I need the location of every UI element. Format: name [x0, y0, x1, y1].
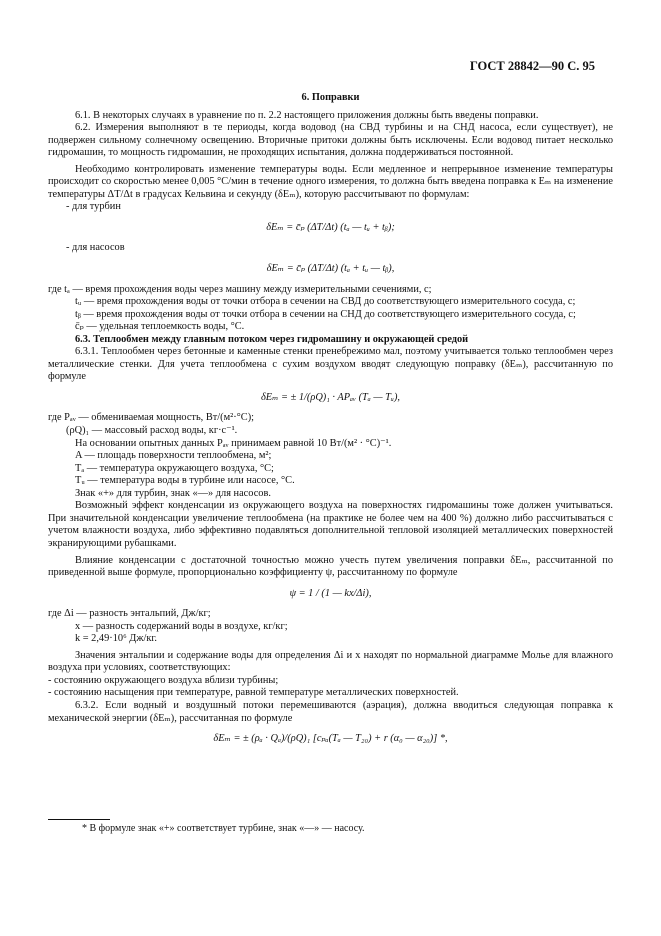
paragraph-6-3-2: 6.3.2. Если водный и воздушный потоки перемешиваются (аэрация), должна вводиться следующая поправка к механической энергии (δEₘ), рассчитанная по формуле	[48, 699, 613, 724]
footnote: * В формуле знак «+» соответствует турбине, знак «—» — насосу.	[82, 823, 365, 834]
definition-tu: tᵤ — время прохождения воды от точки отбора в сечении на СВД до соответствующего измерительного сосуда, с;	[75, 296, 576, 308]
paragraph-6-2: 6.2. Измерения выполняют в те периоды, когда водовод (на СВД турбины и на СНД насоса, если существует), не подвержен сильному солнечному освещению. Вторичные притоки должны быть исключены. Если водовод питает несколько гидромашин, то мощность гидромашин, не проходящих испытания, должна поддерживаться постоянной.	[48, 122, 613, 159]
definition-tw: Tᵤ — температура воды в турбине или насосе, °С.	[75, 475, 295, 487]
formula-heat-exchange: δEₘ = ± 1/(ρQ)₁ · APₐᵥ (Tₐ — Tᵤ),	[261, 391, 400, 403]
paragraph-6-1: 6.1. В некоторых случаях в уравнение по п. 2.2 настоящего приложения должны быть введены поправки.	[75, 109, 539, 121]
paragraph-influence: Влияние конденсации с достаточной точностью можно учесть путем увеличения поправки δEₘ, рассчитанной по приведенной выше формуле, пропорционально коэффициенту ψ, рассчитанному по формуле	[48, 554, 613, 579]
definition-x: x — разность содержаний воды в воздухе, кг/кг;	[75, 620, 288, 632]
paragraph-enthalpy: Значения энтальпии и содержание воды для определения Δi и x находят по нормальной диаграмме Молье для влажного воздуха при условиях, соответствующих:	[48, 649, 613, 674]
footnote-divider	[48, 819, 110, 820]
paragraph-6-3-1: 6.3.1. Теплообмен через бетонные и каменные стенки пренебрежимо мал, поэтому учитывается только теплообмен через металлические стенки. Для учета теплообмена с сухим воздухом вводят следующую поправку (δEₘ), рассчитанную по формуле	[48, 346, 613, 383]
label-for-turbines: - для турбин	[66, 201, 121, 213]
page-body	[48, 92, 613, 754]
subsection-6-3-title: 6.3. Теплообмен между главным потоком через гидромашину и окружающей средой	[75, 333, 469, 345]
definition-a: A — площадь поверхности теплообмена, м²;	[75, 450, 272, 462]
definition-tb: tᵦ — время прохождения воды от точки отбора в сечении на СНД до соответствующего измерительного сосуда, с;	[75, 308, 576, 320]
paragraph-condensation: Возможный эффект конденсации из окружающего воздуха на поверхностях гидромашины тоже должен учитываться. При значительной конденсации увеличение теплообмена (на практике не более чем на 400 %) должно либо рассчитываться с учетом влажности воздуха, либо эффективно подавляться дополнительной тепловой изоляцией металлических поверхностей экранирующими рубашками.	[48, 500, 613, 549]
section-title: 6. Поправки	[301, 92, 360, 103]
condition-2: - состоянию насыщения при температуре, равной температуре металлических поверхностей.	[48, 687, 459, 699]
page-header: ГОСТ 28842—90 С. 95	[469, 59, 595, 73]
definition-rhoq: (ρQ)₁ — массовый расход воды, кг·с⁻¹.	[66, 425, 238, 437]
paragraph-temperature: Необходимо контролировать изменение температуры воды. Если медленное и непрерывное изменение температуры происходит со скоростью менее 0,005 °С/мин в течение одного измерения, то должна быть введена поправка к Eₘ на изменение температуры ΔT/Δt в градусах Кельвина и секунду (δEₘ), которую рассчитывают по формулам:	[48, 163, 613, 200]
formula-aeration: δEₘ = ± (ρₐ · Qₐ)/(ρQ)₁ [cₚₐ(Tₐ — T₂₀) + r (α₀ — α₂₀)] *,	[213, 733, 448, 745]
formula-pumps: δEₘ = c̄ₚ (ΔT/Δt) (tₐ + tᵤ — tᵦ),	[266, 263, 395, 275]
definition-ta: где tₐ — время прохождения воды через машину между измерительными сечениями, с;	[48, 283, 432, 295]
definition-ta-air: Tₐ — температура окружающего воздуха, °С;	[75, 462, 274, 474]
formula-psi: ψ = 1 / (1 — kx/Δi),	[289, 587, 372, 599]
paragraph-paw-value: На основании опытных данных Pₐᵥ принимаем равной 10 Вт/(м² · °С)⁻¹.	[75, 437, 392, 449]
definition-k: k = 2,49·10⁶ Дж/кг.	[75, 633, 158, 645]
definition-cp: c̄ₚ — удельная теплоемкость воды, °С.	[75, 321, 245, 333]
sign-note: Знак «+» для турбин, знак «—» для насосов.	[75, 487, 271, 499]
definition-delta-i: где Δi — разность энтальпий, Дж/кг;	[48, 608, 211, 620]
condition-1: - состоянию окружающего воздуха вблизи турбины;	[48, 674, 279, 686]
label-for-pumps: - для насосов	[66, 242, 125, 254]
definition-paw: где Pₐᵥ — обмениваемая мощность, Вт/(м²·°С);	[48, 412, 255, 424]
formula-turbines: δEₘ = c̄ₚ (ΔT/Δt) (tₐ — tᵤ + tᵦ);	[266, 221, 395, 233]
